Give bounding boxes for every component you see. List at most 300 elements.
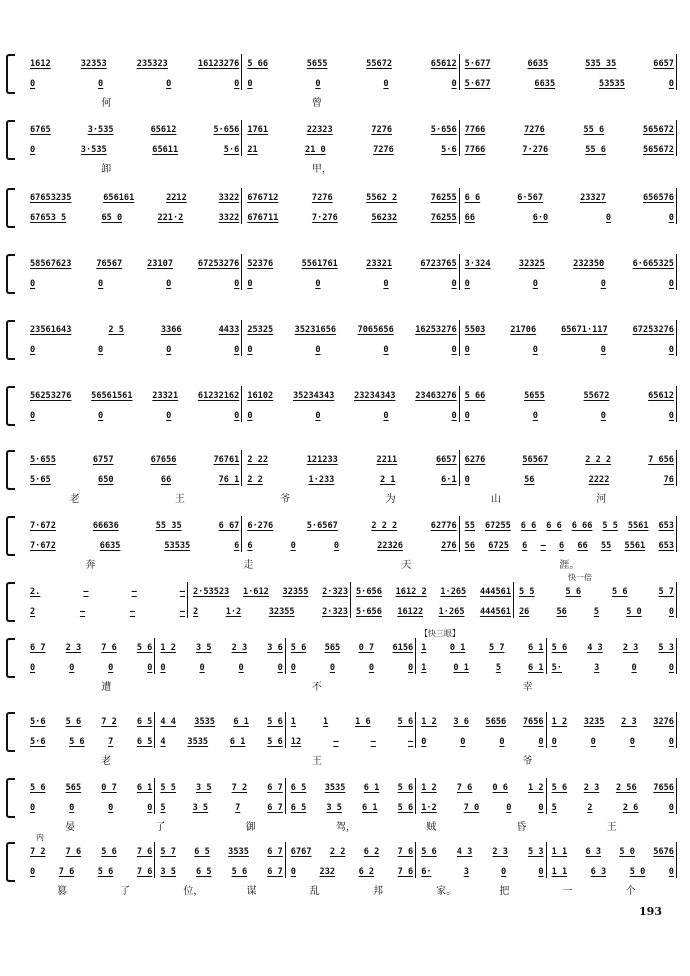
note-group: 7276	[373, 145, 394, 155]
lyric-syllable: 王	[606, 822, 617, 833]
note-group: 4433	[218, 325, 240, 335]
note-group: 23321	[152, 391, 179, 401]
note-group: 3·535	[80, 145, 107, 155]
note-group: 2 6	[622, 803, 639, 813]
measure	[30, 390, 239, 402]
note-group: 0	[234, 411, 240, 421]
note-group: 0	[247, 79, 253, 89]
note-group: 0	[30, 411, 36, 421]
note-group: 32355	[282, 587, 309, 597]
measure	[193, 586, 348, 598]
score-system	[0, 573, 690, 636]
system-brace	[6, 842, 15, 882]
melody-row	[28, 324, 683, 338]
measure	[247, 144, 456, 156]
tempo-mark: 【快三眼】	[420, 629, 460, 638]
measure	[30, 454, 239, 466]
note-group: —	[408, 737, 414, 747]
note-group: 2222	[588, 475, 610, 485]
lyric-syllable: 爷	[522, 756, 533, 767]
note-group: 3 5	[196, 783, 212, 793]
note-group: 55	[464, 521, 476, 531]
lyric-syllable: 把	[499, 886, 510, 897]
note-group: 16253276	[415, 325, 457, 335]
note-group: 5·655	[30, 455, 56, 465]
note-group: 5 5	[160, 783, 176, 793]
note-group: 5 7	[160, 847, 176, 857]
note-group: 0	[460, 737, 466, 747]
note-group: 0	[451, 79, 457, 89]
measure	[30, 846, 152, 858]
lyric-syllable: 卸	[101, 164, 112, 175]
note-group: 0	[605, 213, 612, 223]
note-group: 6 7	[267, 867, 283, 877]
measure	[247, 124, 456, 136]
note-group: 66	[160, 475, 172, 485]
note-group: 0	[600, 279, 606, 289]
note-group: 56567	[522, 455, 549, 465]
measure	[291, 802, 413, 814]
measure	[160, 642, 282, 654]
note-group: 1612 2	[395, 587, 427, 597]
note-group: 0	[383, 279, 389, 289]
note-group: 3	[463, 867, 469, 877]
note-group: 0	[69, 803, 75, 813]
note-group: 6 1	[363, 783, 380, 793]
note-group: 7 6	[101, 643, 117, 653]
note-group: 0	[501, 867, 507, 877]
measure	[465, 124, 674, 136]
vocal-row	[28, 410, 683, 424]
note-group: 0	[30, 345, 36, 355]
measure	[465, 192, 674, 204]
note-group: 0	[668, 411, 674, 421]
note-group: 52376	[247, 259, 274, 269]
note-group: 0	[668, 803, 674, 813]
note-group: 5 6	[397, 717, 414, 727]
system-brace	[6, 582, 15, 622]
note-group: 5656	[485, 717, 507, 727]
note-group: 2·53523	[193, 587, 230, 597]
note-group: 1761	[247, 125, 269, 135]
note-group: 0	[383, 345, 389, 355]
note-group: 565672	[642, 145, 674, 155]
measure	[247, 324, 456, 336]
note-group: 2.	[30, 587, 41, 597]
note-group: 6 1	[136, 783, 153, 793]
note-group: 6 5	[290, 803, 307, 813]
note-group: 5 0	[626, 607, 642, 617]
measure	[519, 606, 674, 618]
note-group: 2 3	[231, 643, 248, 653]
note-group: 67656	[150, 455, 177, 465]
note-group: 5 6	[611, 587, 628, 597]
note-group: 5561	[624, 541, 646, 551]
note-group: 0	[147, 663, 153, 673]
note-group: 7·276	[311, 213, 338, 223]
note-group: 6·	[421, 867, 432, 877]
note-group: 1 6	[355, 717, 371, 727]
score-system	[0, 448, 690, 504]
note-group: 76255	[430, 193, 457, 203]
note-group: 6 1	[233, 717, 249, 727]
note-group: 16123276	[197, 59, 240, 69]
note-group: 0	[668, 663, 674, 673]
note-group: 0	[538, 737, 544, 747]
note-group: 1612	[30, 59, 51, 69]
note-group: 0	[407, 663, 414, 673]
note-group: 21 0	[305, 145, 326, 155]
score-system	[0, 514, 690, 570]
melody-row	[28, 390, 683, 404]
measure	[421, 662, 543, 674]
note-group: 65671·117	[561, 325, 608, 335]
note-group: 2212	[166, 193, 187, 203]
measure	[552, 866, 674, 878]
note-group: 67253276	[197, 259, 240, 269]
note-group: 65612	[430, 59, 457, 69]
note-group: 55 6	[585, 145, 606, 155]
note-group: 0	[464, 411, 470, 421]
lyric-syllable: 一	[562, 886, 573, 897]
measure	[160, 736, 282, 748]
note-group: 6 7	[267, 847, 283, 857]
page-number: 193	[639, 905, 662, 918]
note-group: —	[179, 587, 185, 597]
note-group: 32355	[268, 607, 295, 617]
note-group: 0	[30, 867, 36, 877]
lyric-syllable: 了	[155, 822, 166, 833]
note-group: 5·656	[213, 125, 240, 135]
measure	[247, 212, 456, 224]
note-group: 76 1	[218, 475, 240, 485]
measure	[465, 212, 674, 224]
note-group: 3535	[194, 717, 215, 727]
note-group: 0 1	[453, 663, 469, 673]
measure	[193, 606, 348, 618]
measure	[356, 606, 511, 618]
note-group: 56561561	[91, 391, 133, 401]
note-group: 5 5	[519, 587, 535, 597]
note-group: 7 2	[30, 847, 46, 857]
note-group: 235323	[136, 59, 168, 69]
measure	[552, 782, 674, 794]
measure	[247, 454, 456, 466]
note-group: 4 3	[587, 643, 603, 653]
lyric-syllable: 谋	[246, 886, 257, 897]
note-group: 2211	[376, 455, 398, 465]
tempo-mark: 内	[36, 833, 44, 842]
note-group: 5561	[627, 521, 649, 531]
note-group: 0	[333, 541, 340, 551]
measure	[465, 324, 674, 336]
note-group: 32325	[518, 259, 545, 269]
note-group: 6725	[488, 541, 509, 551]
note-group: 6	[234, 541, 240, 551]
lyric-syllable: 涯。	[559, 560, 580, 571]
note-group: 6 5	[194, 847, 210, 857]
note-group: —	[540, 541, 546, 551]
note-group: 3535	[187, 737, 209, 747]
note-group: 0	[451, 345, 457, 355]
note-group: 5 6	[565, 587, 582, 597]
lyric-syllable: 驾，	[335, 822, 356, 833]
measure	[552, 662, 674, 674]
measure	[30, 324, 239, 336]
measure	[465, 78, 674, 90]
note-group: 1·265	[438, 607, 465, 617]
note-group: 1	[421, 643, 427, 653]
measure	[160, 662, 282, 674]
note-group: 22326	[377, 541, 403, 551]
note-group: 0	[147, 803, 153, 813]
note-group: 5	[551, 803, 557, 813]
note-group: 0	[247, 411, 253, 421]
note-group: 58567623	[30, 259, 72, 269]
note-group: 2 5	[108, 325, 124, 335]
note-group: 3·324	[464, 259, 491, 269]
note-group: 5 7	[658, 587, 674, 597]
note-group: 2 56	[615, 783, 637, 793]
note-group: 0	[368, 663, 375, 673]
note-group: 55 6	[583, 125, 605, 135]
lyric-syllable: 个	[625, 886, 636, 897]
score-system	[0, 118, 690, 174]
note-group: 5 6	[421, 847, 437, 857]
note-group: 676711	[247, 213, 279, 223]
lyric-syllable: 何	[101, 98, 112, 109]
lyric-syllable: 昏	[516, 822, 527, 833]
note-group: 2 3	[583, 783, 600, 793]
note-group: 1·2	[225, 607, 242, 617]
lyric-syllable: 家。	[436, 886, 457, 897]
note-group: 0	[532, 345, 538, 355]
lyric-syllable: 邦	[372, 886, 383, 897]
note-group: 0	[166, 345, 172, 355]
note-group: 25325	[247, 325, 274, 335]
measure	[421, 736, 543, 748]
note-group: 0	[383, 411, 389, 421]
note-group: 35231656	[294, 325, 337, 335]
note-group: 4	[160, 737, 166, 747]
note-group: 5 66	[464, 391, 486, 401]
note-group: 2	[587, 803, 593, 813]
lyric-syllable: 曾	[311, 98, 322, 109]
note-group: 21706	[510, 325, 537, 335]
note-group: 0	[247, 279, 253, 289]
note-group: 66	[464, 213, 476, 223]
note-group: 5 6	[30, 783, 46, 793]
vocal-row	[28, 662, 683, 676]
measure	[421, 802, 543, 814]
note-group: 0	[166, 411, 172, 421]
note-group: 56232	[371, 213, 398, 223]
melody-row	[28, 58, 683, 72]
score-system	[0, 833, 690, 897]
note-group: 2 3	[492, 847, 508, 857]
note-group: 3	[594, 663, 600, 673]
measure	[30, 192, 239, 204]
note-group: 1 1	[551, 867, 568, 877]
measure	[465, 278, 674, 290]
system-brace	[6, 450, 15, 490]
note-group: 6 2	[358, 867, 375, 877]
note-group: 0	[160, 663, 166, 673]
measure	[465, 410, 674, 422]
note-group: 62776	[430, 521, 457, 531]
note-group: 6156	[392, 643, 414, 653]
note-group: 56	[464, 541, 476, 551]
note-group: 65612	[648, 391, 674, 401]
note-group: 22323	[306, 125, 333, 135]
lyric-syllable: 奔	[85, 560, 96, 571]
note-group: 5 3	[528, 847, 544, 857]
note-group: 0	[290, 541, 296, 551]
note-group: 6 5	[136, 717, 153, 727]
note-group: 6·567	[517, 193, 544, 203]
note-group: 5·656	[356, 607, 382, 617]
measure	[160, 716, 282, 728]
note-group: 55	[600, 541, 612, 551]
lyric-syllable: 山	[490, 494, 501, 505]
note-group: 7276	[371, 125, 393, 135]
note-group: 2	[30, 607, 36, 617]
note-group: 7766	[464, 145, 486, 155]
note-group: 0	[499, 737, 505, 747]
measure	[291, 866, 413, 878]
measure	[30, 606, 185, 618]
note-group: 0	[668, 213, 674, 223]
measure	[291, 642, 413, 654]
measure	[552, 716, 674, 728]
note-group: 6 1	[362, 803, 378, 813]
note-group: 7 0	[463, 803, 480, 813]
measure	[30, 540, 239, 552]
note-group: 7766	[464, 125, 486, 135]
note-group: 6·0	[532, 213, 549, 223]
note-group: 5 0	[629, 867, 646, 877]
note-group: 66	[577, 541, 588, 551]
note-group: 53535	[599, 79, 625, 89]
note-group: 6 6	[520, 521, 537, 531]
note-group: 5·65	[30, 475, 51, 485]
measure	[465, 390, 674, 402]
measure	[30, 474, 239, 486]
note-group: 0 1	[449, 643, 466, 653]
note-group: 6276	[464, 455, 486, 465]
note-group: 5·6	[30, 737, 46, 747]
note-group: 55672	[366, 59, 393, 69]
note-group: 1 2	[421, 717, 437, 727]
note-group: 2 3	[622, 643, 639, 653]
note-group: 653	[658, 541, 674, 551]
note-group: 0	[590, 737, 596, 747]
measure	[30, 58, 239, 70]
score-system	[0, 629, 690, 693]
note-group: 0	[30, 145, 36, 155]
note-group: 6 7	[267, 783, 283, 793]
note-group: 3535	[228, 847, 249, 857]
note-group: 1 2	[551, 717, 568, 727]
note-group: 7 6	[58, 867, 75, 877]
note-group: 65612	[150, 125, 177, 135]
measure	[465, 344, 674, 356]
note-group: 6	[558, 541, 565, 551]
note-group: 0	[538, 867, 544, 877]
note-group: 6 1	[229, 737, 246, 747]
measure	[30, 520, 239, 532]
system-brace	[6, 120, 15, 160]
note-group: 7 6	[397, 867, 414, 877]
note-group: 23561643	[30, 325, 72, 335]
note-group: —	[179, 607, 185, 617]
note-group: 6 3	[585, 847, 602, 857]
note-group: 6·665325	[632, 259, 674, 269]
note-group: 5 6	[267, 737, 283, 747]
measure	[30, 212, 239, 224]
note-group: 0	[383, 79, 389, 89]
note-group: 0	[315, 411, 321, 421]
note-group: 67255	[484, 521, 511, 531]
note-group: 5·6	[30, 717, 46, 727]
note-group: 7	[108, 737, 114, 747]
note-group: 7 6	[136, 867, 153, 877]
lyric-syllable: 老	[69, 494, 80, 505]
measure	[30, 144, 239, 156]
note-group: 1	[322, 717, 329, 727]
lyric-syllable: 不	[311, 682, 322, 693]
measure	[421, 716, 543, 728]
note-group: 3 5	[192, 803, 209, 813]
note-group: 7 656	[648, 455, 674, 465]
note-group: 3 5	[326, 803, 342, 813]
note-group: 0	[166, 79, 172, 89]
score-system	[0, 710, 690, 766]
note-group: 5 6	[65, 717, 82, 727]
note-group: 6657	[653, 59, 674, 69]
note-group: 6 66	[571, 521, 593, 531]
note-group: 67253276	[632, 325, 674, 335]
measure	[552, 642, 674, 654]
note-group: 0	[199, 663, 205, 673]
note-group: 23321	[366, 259, 393, 269]
note-group: 6 6	[464, 193, 481, 203]
note-group: 6 1	[528, 663, 544, 673]
note-group: 0	[451, 279, 457, 289]
vocal-row	[28, 866, 683, 880]
measure	[356, 586, 511, 598]
vocal-row	[28, 474, 683, 488]
note-group: 0	[98, 79, 104, 89]
note-group: 2 2 2	[371, 521, 398, 531]
note-group: 5 7	[488, 643, 505, 653]
note-group: 0	[98, 345, 104, 355]
note-group: 0	[30, 279, 36, 289]
note-group: 5 6	[551, 783, 568, 793]
note-group: 3 5	[160, 867, 176, 877]
note-group: 5·656	[356, 587, 382, 597]
measure	[160, 846, 282, 858]
measure	[421, 642, 543, 654]
note-group: 6	[522, 541, 528, 551]
note-group: 5·6	[441, 145, 457, 155]
note-group: 656161	[103, 193, 135, 203]
note-group: 7 2	[101, 717, 117, 727]
note-group: 0	[234, 345, 240, 355]
note-group: 2 3	[65, 643, 82, 653]
measure	[465, 58, 674, 70]
note-group: 3 6	[453, 717, 469, 727]
